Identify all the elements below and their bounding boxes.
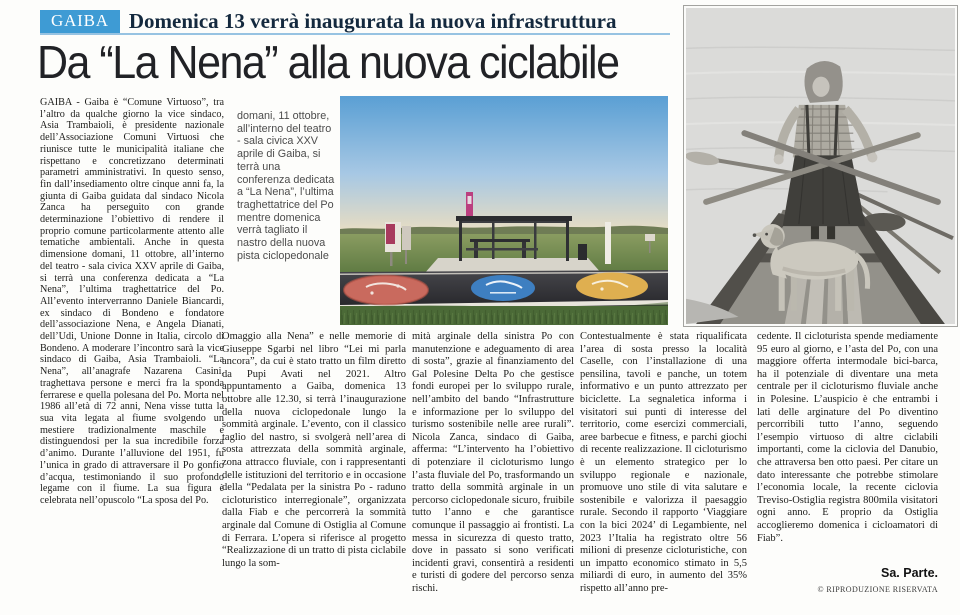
section-tag: GAIBA (40, 10, 120, 33)
trash-bin (578, 244, 587, 260)
article-column-4: Contestualmente è stata riqualificata l’area di sosta presso la località Caselle, con l’installazione di una pensilina, tavoli e panche, un totem informativo e un punto attrezzato per biciclette. La segnaletica informa i visitatori sui punti di interesse del territorio, come esercizi commerciali, aree barbecue e fitness, e parchi giochi di recente realizzazione. Il cicloturismo è un elemento strategico per lo sviluppo regionale e nazionale, promuove uno stile di vita salutare e sostenibile e valorizza il paesaggio rurale. Secondo il rapporto ‘Viaggiare con la bici 2024’ di Legambiente, nel 2023 l’Italia ha registrato oltre 56 milioni di presenze cicloturistiche, con un impatto economico stimato in 5,5 miliardi di euro, in aumento del 35% rispetto all’anno pre- (580, 331, 747, 594)
cyclepath-photo (340, 96, 668, 325)
painted-circle-blue (471, 275, 535, 301)
copyright-notice: © RIPRODUZIONE RISERVATA (817, 585, 938, 594)
nena-boat-photo (683, 5, 958, 327)
painted-circle-yellow (576, 273, 648, 300)
article-column-5: cedente. Il cicloturista spende mediamente 95 euro al giorno, e l’asta del Po, con una maggiore offerta intermodale bici-barca, ha il potenziale di diventare una meta centrale per il cicloturismo fluviale anche in Polesine. L’auspicio è che entrambi i lati delle arginature del Po diventino percorribili tutto l’anno, seguendo l’esempio virtuoso di altre ciclabili importanti, come la ciclovia del Danubio, che attraversa ben otto paesi. Per citare un dato interessante che potrebbe stimolare l’economia locale, la recente ciclovia Treviso-Ostiglia registra 800mila visitatori ogni anno. E proprio da Ostiglia accoglieremo domenica i cicloamatori di Fiab”. (757, 331, 938, 544)
article-column-1: GAIBA - Gaiba è “Comune Virtuoso”, tra l’altro da qualche giorno la vice sindaco, Asia Trambaioli, è presidente nazionale dell’Associazione Comuni Virtuosi che riunisce tutte le municipalità italiane che rispettano e concretizzano determinati parametri amministrativi. In questo senso, fin dall’insediamento oltre cinque anni fa, la giunta di Gaiba guidata dal sindaco Nicola Zanca ha perseguito con grande determinazione l’obiettivo di rendere il proprio comune particolarmente attento alle tematiche ambientali. Anche in questa dimensione domani, 11 ottobre, all’interno del teatro - sala civica XXV aprile di Gaiba, si terrà una conferenza dedicata a “La Nena”, l’ultima traghettatrice del Po. All’evento interverranno Daniele Biancardi, ex sindaco di Bondeno e fondatore dell’associazione Nena, e Angela Dianati, dell’Udi, Unione Donne in Italia, circolo di Bondeno. A moderare l’incontro sarà la vice sindaco di Gaiba, Asia Trambaioli. “La Nena”, all’anagrafe Nazarena Casini, traghettava persone e merci fra la sponda ferrarese e quella polesana del Po. Morta nel 1986 all’età di 72 anni, Nena visse tutta la sua vita legata al fiume svolgendo un mestiere tradizionalmente maschile e distinguendosi per la sua incredibile forza d’animo. Durante l’alluvione del 1951, fu l’unica in grado di attraversare il Po gonfio d’acqua, testimoniando il suo profondo legame con il fiume. La sua figura è celebrata nell’opuscolo “La sposa del Po. (40, 97, 224, 506)
byline: Sa. Parte. (881, 566, 938, 580)
photo-caption: domani, 11 ottobre, all’interno del teatro - sala civica XXV aprile di Gaiba, si terrà una conferenza dedicata a “La Nena”, l’ultima traghettatrice del Po mentre domenica verrà tagliato il nastro della nuova pista ciclopedonale (237, 110, 335, 262)
painted-circle-red (344, 276, 428, 305)
article-column-2: Omaggio alla Nena” e nelle memorie di Giuseppe Sgarbi nel libro “Lei mi parla ancora”, da cui è stato tratto un film diretto da Pupi Avati nel 2021. Altro appuntamento a Gaiba, domenica 13 ottobre alle 12.30, si terrà l’inaugurazione della nuova ciclopedonale lungo la sommità arginale. L’evento, con il classico taglio del nastro, si svolgerà nell’area di sosta attrezzata della sommità arginale, zona attracco fluviale, con i rappresentanti delle istituzioni del territorio e in occasione della “Pedalata per la sinistra Po - raduno cicloturistico interregionale”, organizzata dalla Fiab e che percorrerà la sommità arginale dal Comune di Ostiglia al Comune di Ferrara. L’opera si riferisce al progetto “Realizzazione di un tratto di pista ciclabile lungo la som- (222, 331, 406, 569)
white-bollard (605, 222, 611, 264)
main-headline: Da “La Nena” alla nuova ciclabile (37, 37, 619, 89)
kicker-headline: Domenica 13 verrà inaugurata la nuova infrastruttura (128, 9, 617, 33)
cyclepath-photo-art (340, 96, 668, 325)
nena-boat-photo-art (686, 8, 955, 324)
article-column-3: mità arginale della sinistra Po con manutenzione e adeguamento di area di sosta”, grazie al finanziamento del Gal Polesine Delta Po che gestisce fondi europei per lo sviluppo rurale, nell’ambito del bando “Infrastrutture e informazione per lo sviluppo del turismo sostenibile nelle aree rurali”. Nicola Zanca, sindaco di Gaiba, afferma: “L’intervento ha l’obiettivo di potenziare il cicloturismo lungo l’asta fluviale del Po, trasformando un tratto della sommità arginale in un percorso ciclopedonale sicuro, fruibile tutto l’anno e che garantisce comunque il passaggio ai frontisti. La messa in sicurezza di questo tratto, dove in passato si sono verificati incidenti gravi, consentirà a residenti e turisti di godere del percorso senza rischi. (412, 331, 574, 594)
kicker-row (40, 10, 670, 35)
